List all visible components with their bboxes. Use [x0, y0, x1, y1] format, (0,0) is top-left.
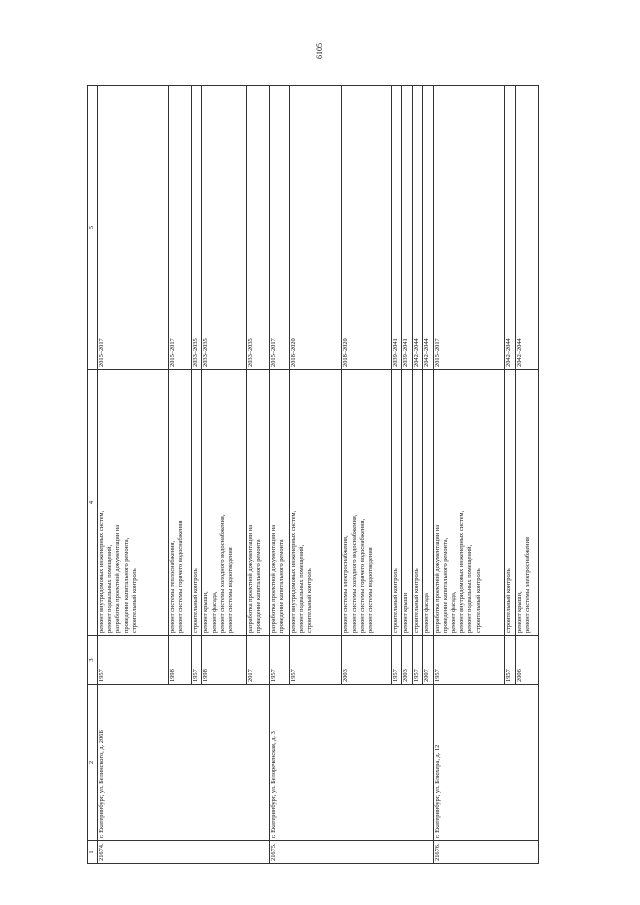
work-description: [246, 370, 269, 636]
work-line: ремонт системы водоотведения: [366, 547, 374, 633]
header-cell-2: 2: [88, 685, 98, 841]
work-year: 2003: [342, 636, 391, 685]
work-line: ремонт системы водоотведения: [226, 547, 234, 633]
record-number: 21674.: [98, 841, 270, 864]
work-line: ремонт крыши: [402, 592, 410, 633]
work-line: строительный контроль: [412, 568, 420, 633]
work-year: 1957: [391, 636, 402, 685]
work-line: ремонт системы электроснабжения,: [342, 535, 350, 633]
work-year: 1957: [504, 636, 515, 685]
work-year: 1957: [269, 636, 289, 685]
record-address: г. Екатеринбург, ул. Белинского, д. 206Б: [98, 685, 270, 841]
record-address: г. Екатеринбург, ул. Блюхера, д. 12: [433, 685, 538, 841]
record-address: г. Екатеринбург, ул. Белореченская, д. 3: [269, 685, 433, 841]
work-period: 2015–2017: [269, 86, 289, 370]
work-period: 2018–2020: [289, 86, 342, 370]
work-line: разработка проектной документации на: [114, 524, 122, 633]
work-line: строительный контроль: [474, 568, 482, 633]
work-line: строительный контроль: [130, 568, 138, 633]
work-description: [269, 370, 289, 636]
work-line: ремонт крыши,: [515, 591, 523, 633]
work-line: ремонт системы холодного водоснабжения,: [350, 514, 358, 633]
work-description: [402, 370, 413, 636]
header-row: [88, 86, 98, 864]
work-line: ремонт фасада,: [210, 591, 218, 633]
work-description: [191, 370, 202, 636]
work-line: проведение капитального ремонта: [255, 539, 263, 633]
work-line: строительный контроль: [191, 568, 199, 633]
work-period: 2039–2041: [391, 86, 402, 370]
header-cell-1: 1: [88, 841, 98, 864]
work-line: разработка проектной документации на: [433, 524, 441, 633]
work-year: 2017: [246, 636, 269, 685]
record-number: 21675.: [269, 841, 433, 864]
work-period: 2042–2044: [423, 86, 434, 370]
work-year: 2006: [515, 636, 538, 685]
work-year: 1998: [202, 636, 247, 685]
work-period: 2042–2044: [515, 86, 538, 370]
work-line: ремонт крыши,: [202, 591, 210, 633]
work-year: 1957: [191, 636, 202, 685]
work-year: 2003: [402, 636, 413, 685]
work-description: [342, 370, 391, 636]
table-body: [98, 86, 539, 864]
work-year: 1998: [168, 636, 191, 685]
work-description: [202, 370, 247, 636]
header-cell-5: 5: [88, 86, 98, 370]
work-line: ремонт фасада,: [450, 591, 457, 633]
work-description: [168, 370, 191, 636]
document-table-frame: [87, 86, 539, 864]
work-line: ремонт системы горячего водоснабжения,: [358, 518, 366, 633]
work-line: строительный контроль: [391, 568, 399, 633]
work-period: 2015–2017: [168, 86, 191, 370]
work-year: 1957: [433, 636, 504, 685]
work-line: ремонт внутридомовых инженерных систем,: [98, 510, 105, 633]
work-year: 2007: [423, 636, 434, 685]
work-description: [515, 370, 538, 636]
work-line: ремонт подвальных помещений,: [106, 544, 114, 633]
work-line: проведение капитального ремонта: [278, 539, 286, 633]
work-description: [289, 370, 342, 636]
work-description: [98, 370, 169, 636]
work-year: 1957: [98, 636, 169, 685]
table-row: [98, 86, 169, 864]
header-cell-3: 3: [88, 636, 98, 685]
work-line: ремонт подвальных помещений,: [466, 544, 474, 633]
work-line: строительный контроль: [504, 568, 512, 633]
work-line: ремонт системы холодного водоснабжения,: [218, 514, 226, 633]
work-period: 2015–2017: [98, 86, 169, 370]
work-description: [423, 370, 434, 636]
work-line: разработка проектной документации на: [246, 524, 254, 633]
work-description: [412, 370, 423, 636]
work-period: 2039–2041: [402, 86, 413, 370]
table-row: [269, 86, 289, 864]
header-cell-4: 4: [88, 370, 98, 636]
work-line: ремонт системы электроснабжения: [524, 537, 532, 633]
work-description: [391, 370, 402, 636]
work-line: ремонт внутридомовых инженерных систем,: [458, 510, 466, 633]
work-line: проведение капитального ремонта,: [122, 537, 130, 633]
work-period: 2018–2020: [342, 86, 391, 370]
work-period: 2033–2035: [202, 86, 247, 370]
work-line: ремонт системы теплоснабжения,: [168, 540, 176, 633]
work-line: проведение капитального ремонта,: [441, 537, 449, 633]
work-period: 2033–2035: [246, 86, 269, 370]
work-period: 2033–2035: [191, 86, 202, 370]
work-year: 1957: [412, 636, 423, 685]
page-number: 6105: [315, 43, 324, 59]
work-line: ремонт внутридомовых инженерных систем,: [289, 510, 297, 633]
work-line: ремонт подвальных помещений,: [297, 544, 305, 633]
record-number: 21676.: [433, 841, 538, 864]
work-line: ремонт фасада: [423, 593, 431, 633]
work-year: 1957: [289, 636, 342, 685]
rotated-table-container: [87, 86, 539, 864]
table-row: [433, 86, 504, 864]
work-period: 2015–2017: [433, 86, 504, 370]
capital-repair-table: [87, 85, 539, 864]
work-line: разработка проектной документации на: [269, 524, 277, 633]
work-line: строительный контроль: [306, 568, 314, 633]
work-period: 2042–2044: [504, 86, 515, 370]
work-description: [433, 370, 504, 636]
work-description: [504, 370, 515, 636]
work-line: ремонт системы горячего водоснабжения: [177, 520, 185, 633]
work-period: 2042–2044: [412, 86, 423, 370]
